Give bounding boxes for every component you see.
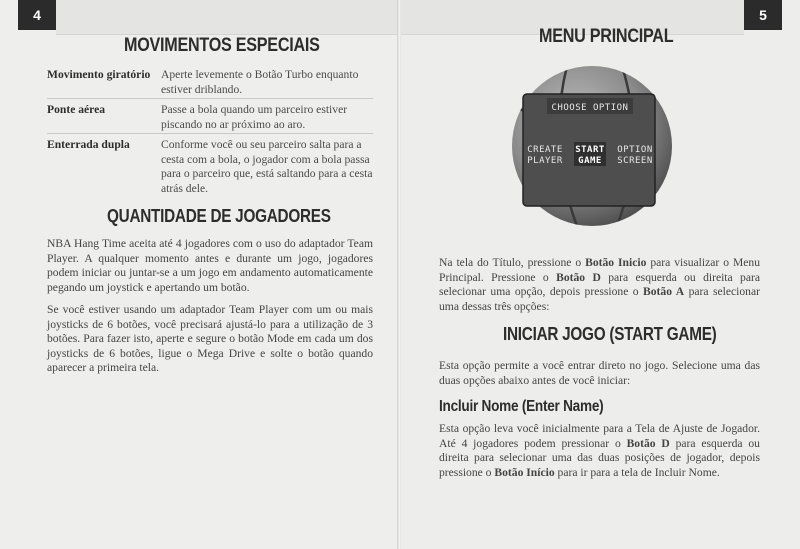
section-title: INICIAR JOGO (START GAME): [503, 324, 717, 344]
page-number-tab: 5: [744, 0, 782, 30]
page-number-tab: 4: [18, 0, 56, 30]
game-screenshot: [507, 66, 677, 226]
option-label: PLAYER: [527, 156, 563, 166]
section-title: MENU PRINCIPAL: [539, 26, 674, 47]
divider: [47, 133, 373, 134]
option-label: START: [575, 145, 605, 155]
paragraph: Esta opção permite a você entrar direto no jogo. Selecione uma das duas opções abaixo antes de você iniciar:: [439, 359, 760, 387]
section-title: MOVIMENTOS ESPECIAIS: [124, 35, 320, 56]
paragraph: NBA Hang Time aceita até 4 jogadores com o uso do adaptador Team Player. A qualquer momento antes e durante um jogo, jogadores podem iniciar ou juntar-se a um jogo em andamento automaticamente pegando um joystick e apertando um botão.: [47, 237, 373, 294]
move-term: Movimento giratório: [47, 68, 151, 81]
option-label: SCREEN: [617, 156, 653, 166]
option-label: CREATE: [527, 145, 563, 155]
move-term: Enterrada dupla: [47, 138, 130, 151]
subsection-title: Incluir Nome (Enter Name): [439, 398, 604, 415]
left-page: [0, 0, 398, 549]
section-title: QUANTIDADE DE JOGADORES: [107, 206, 331, 226]
intro-paragraph: Na tela do Título, pressione o Botão Inicio para visualizar o Menu Principal. Pressione o Botão D para esquerda ou direita para selecionar uma opção, depois pressione o Botão A para selecionar uma dessas três opções:: [439, 256, 760, 313]
paragraph: Esta opção leva você inicialmente para a Tela de Ajuste de Jogador. Até 4 jogadores podem pressionar o Botão D para esquerda ou direita para selecionar uma das duas posições de jogador, depois pressione o Botão Início para ir para a tela de Incluir Nome.: [439, 422, 760, 479]
move-description: Passe a bola quando um parceiro estiver piscando no ar próximo ao aro.: [161, 103, 348, 131]
menu-header: CHOOSE OPTION: [551, 103, 629, 113]
move-description: Aperte levemente o Botão Turbo enquanto estiver driblando.: [161, 68, 359, 96]
right-page: [401, 0, 800, 549]
option-label: OPTION: [617, 145, 653, 155]
paragraph: Se você estiver usando um adaptador Team Player com um ou mais joysticks de 6 botões, você precisará ajustá-lo para a utilização de 3 botões. Para fazer isto, aperte e segure o botão Mode em cada um dos joysticks de 6 botões, ligue o Mega Drive e solte o botão quando aparecer a primeira tela.: [47, 303, 373, 375]
header-bar: [56, 0, 398, 35]
move-description: Conforme você ou seu parceiro salta para a cesta com a bola, o jogador com a bola passa para o parceiro que, está saltando para a cesta atrás dele.: [161, 138, 373, 195]
divider: [47, 98, 373, 99]
option-label: GAME: [578, 156, 602, 166]
move-term: Ponte aérea: [47, 103, 106, 116]
